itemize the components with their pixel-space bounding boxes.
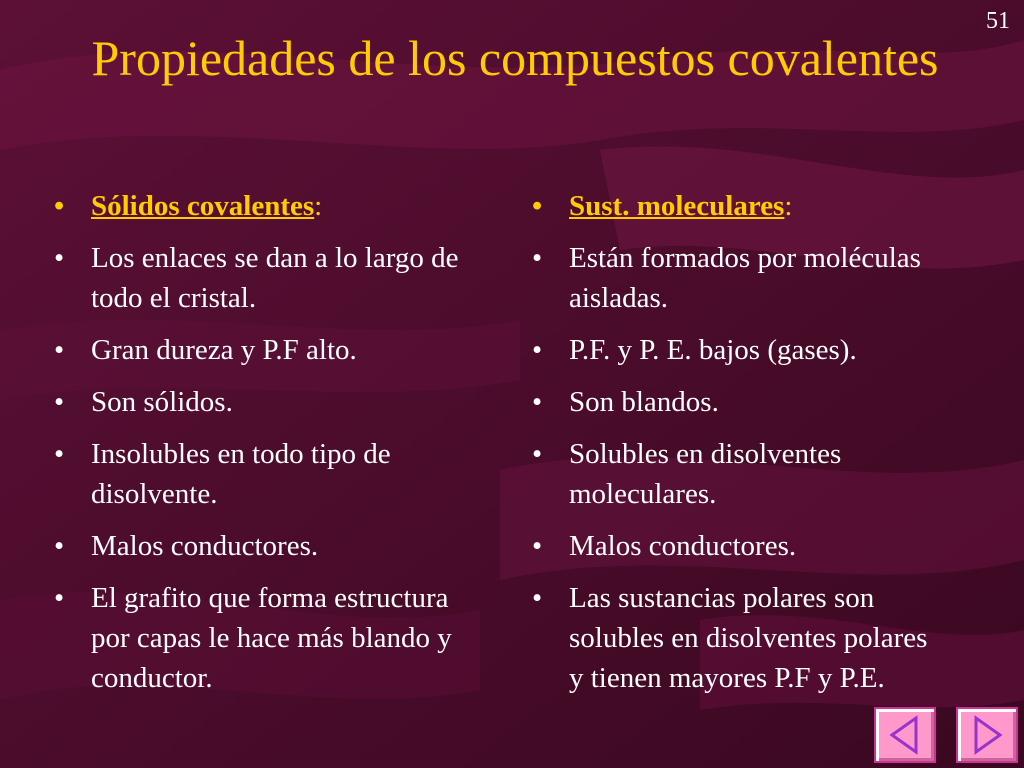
right-bullet-item: • Solubles en disolventes moleculares. [528,434,948,514]
right-heading-text: Sust. moleculares [569,190,785,222]
left-heading-colon: : [314,190,323,222]
right-heading [528,186,948,226]
right-heading-colon: : [784,190,793,222]
right-bullet-item: • Son blandos. [528,382,948,422]
right-column [528,186,948,710]
left-heading [50,186,470,226]
next-slide-button[interactable] [956,707,1018,763]
slide-title: Propiedades de los compuestos covalentes [91,30,939,86]
previous-slide-button[interactable] [874,707,936,763]
left-bullet-item: • Malos conductores. [50,526,470,566]
left-bullet-list [50,186,470,698]
triangle-left-icon [876,709,934,761]
left-bullet-item: • Son sólidos. [50,382,470,422]
left-bullet-item: • Los enlaces se dan a lo largo de todo el cristal. [50,238,470,318]
right-bullet-item: • Malos conductores. [528,526,948,566]
left-bullet-item: • Gran dureza y P.F alto. [50,330,470,370]
right-bullet-item: • Las sustancias polares son solubles en disolventes polares y tienen mayores P.F y P.E. [528,578,948,698]
triangle-right-icon [958,709,1016,761]
left-heading-text: Sólidos covalentes [91,190,315,222]
left-bullet-item: • El grafito que forma estructura por capas le hace más blando y conductor. [50,578,470,698]
right-bullet-item: • P.F. y P. E. bajos (gases). [528,330,948,370]
left-column [50,186,470,710]
slide-number: 51 [986,8,1010,34]
right-bullet-item: • Están formados por moléculas aisladas. [528,238,948,318]
right-bullet-list [528,186,948,698]
left-bullet-item: • Insolubles en todo tipo de disolvente. [50,434,470,514]
